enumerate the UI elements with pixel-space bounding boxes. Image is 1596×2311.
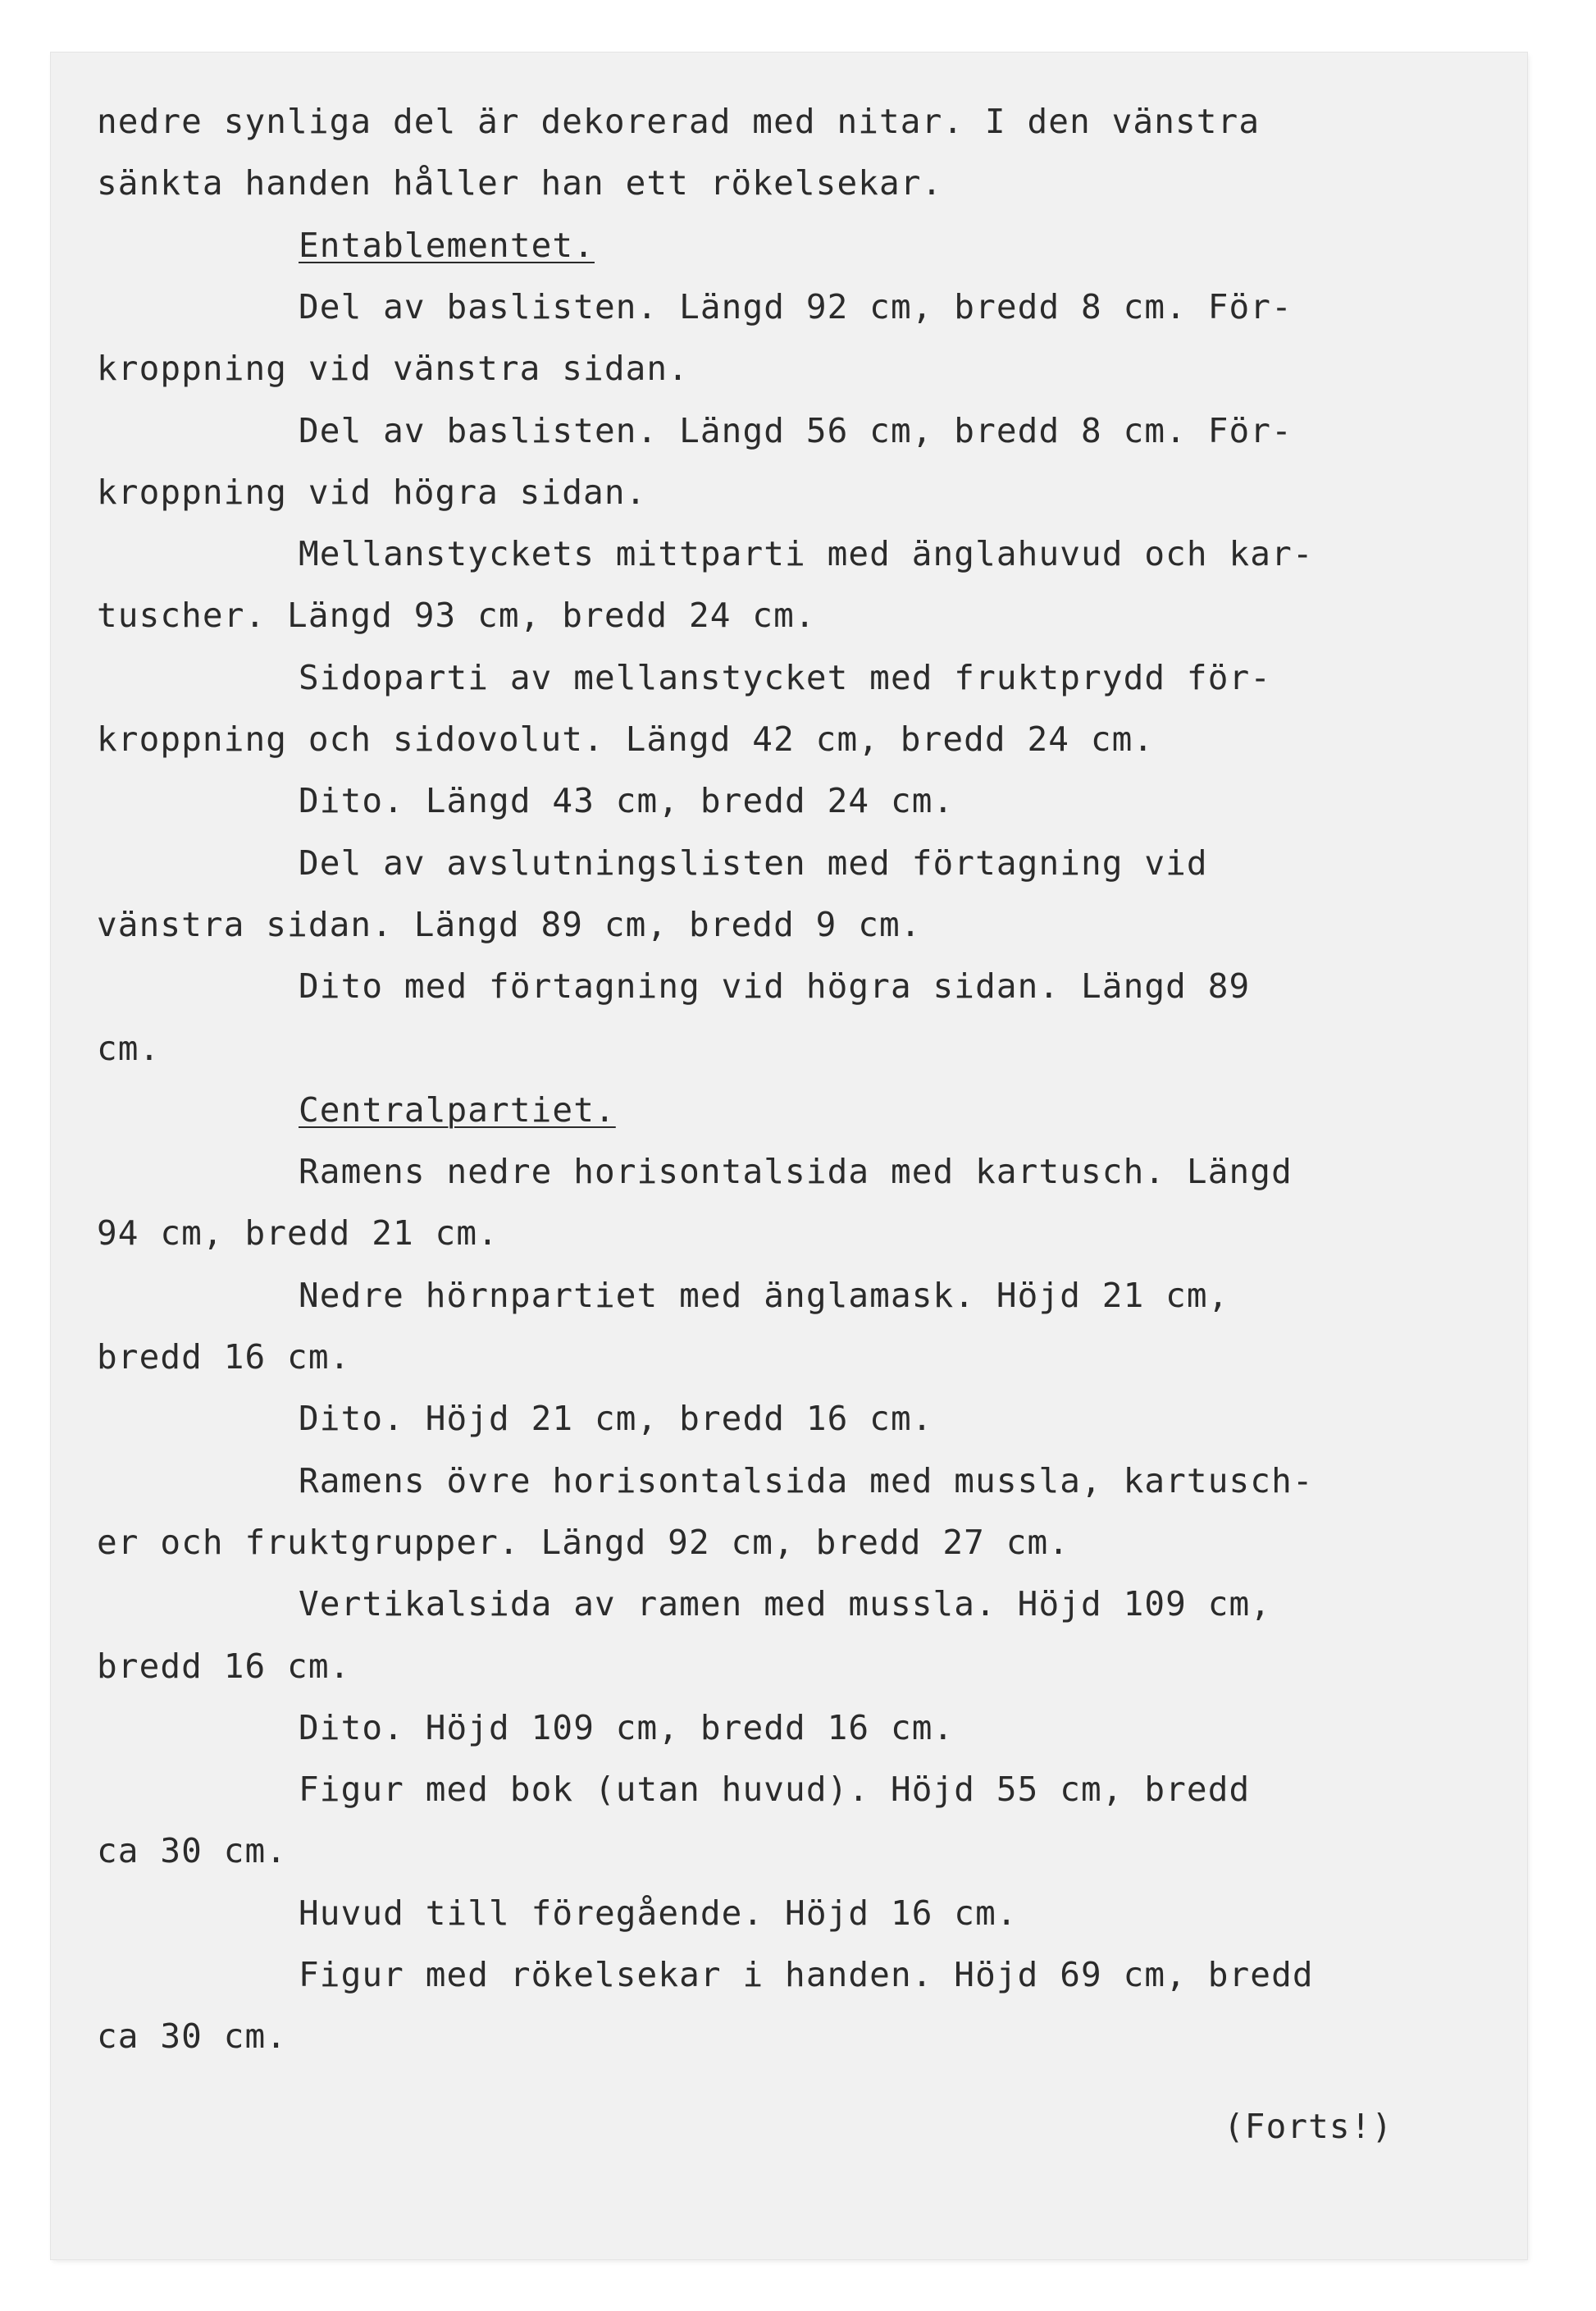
text-line: Mellanstyckets mittparti med änglahuvud och kar- <box>299 534 1314 574</box>
section-heading: Centralpartiet. <box>299 1089 616 1130</box>
text-line: Ramens övre horisontalsida med mussla, kartusch- <box>299 1460 1314 1500</box>
text-line: vänstra sidan. Längd 89 cm, bredd 9 cm. <box>97 904 922 944</box>
section-heading: Entablementet. <box>299 225 595 265</box>
text-line: Vertikalsida av ramen med mussla. Höjd 109 cm, <box>299 1584 1272 1624</box>
text-line: Nedre hörnpartiet med änglamask. Höjd 21 cm, <box>299 1275 1229 1315</box>
text-line: Dito. Höjd 109 cm, bredd 16 cm. <box>299 1707 955 1747</box>
text-line: cm. <box>97 1028 161 1068</box>
text-line: Figur med rökelsekar i handen. Höjd 69 cm, bredd <box>299 1955 1314 1994</box>
text-line: Del av avslutningslisten med förtagning vid <box>299 843 1208 883</box>
text-line: bredd 16 cm. <box>97 1337 351 1377</box>
text-line: ca 30 cm. <box>97 1831 288 1871</box>
text-line: bredd 16 cm. <box>97 1646 351 1686</box>
text-line: Dito. Höjd 21 cm, bredd 16 cm. <box>299 1399 933 1439</box>
text-line: Ramens nedre horisontalsida med kartusch. Längd <box>299 1152 1293 1192</box>
text-line: kroppning vid högra sidan. <box>97 472 647 512</box>
text-line: Figur med bok (utan huvud). Höjd 55 cm, bredd <box>299 1770 1251 1810</box>
text-line: Sidoparti av mellanstycket med fruktprydd för- <box>299 657 1272 697</box>
text-line: Huvud till föregående. Höjd 16 cm. <box>299 1893 1018 1933</box>
text-line: kroppning vid vänstra sidan. <box>97 349 689 389</box>
text-line: Dito. Längd 43 cm, bredd 24 cm. <box>299 781 955 821</box>
text-line: Dito med förtagning vid högra sidan. Längd 89 <box>299 966 1251 1007</box>
text-line: nedre synliga del är dekorerad med nitar. I den vänstra <box>97 102 1261 141</box>
text-line: sänkta handen håller han ett rökelsekar. <box>97 163 943 203</box>
text-line: kroppning och sidovolut. Längd 42 cm, bredd 24 cm. <box>97 719 1155 759</box>
text-line: er och fruktgrupper. Längd 92 cm, bredd 27 cm. <box>97 1522 1070 1562</box>
text-line: 94 cm, bredd 21 cm. <box>97 1213 499 1254</box>
text-line: ca 30 cm. <box>97 2016 288 2057</box>
continuation-note: (Forts!) <box>1224 2107 1393 2146</box>
text-line: tuscher. Längd 93 cm, bredd 24 cm. <box>97 596 816 636</box>
text-line: Del av baslisten. Längd 92 cm, bredd 8 cm. För- <box>299 286 1293 327</box>
text-line: Del av baslisten. Längd 56 cm, bredd 8 cm. För- <box>299 410 1293 450</box>
